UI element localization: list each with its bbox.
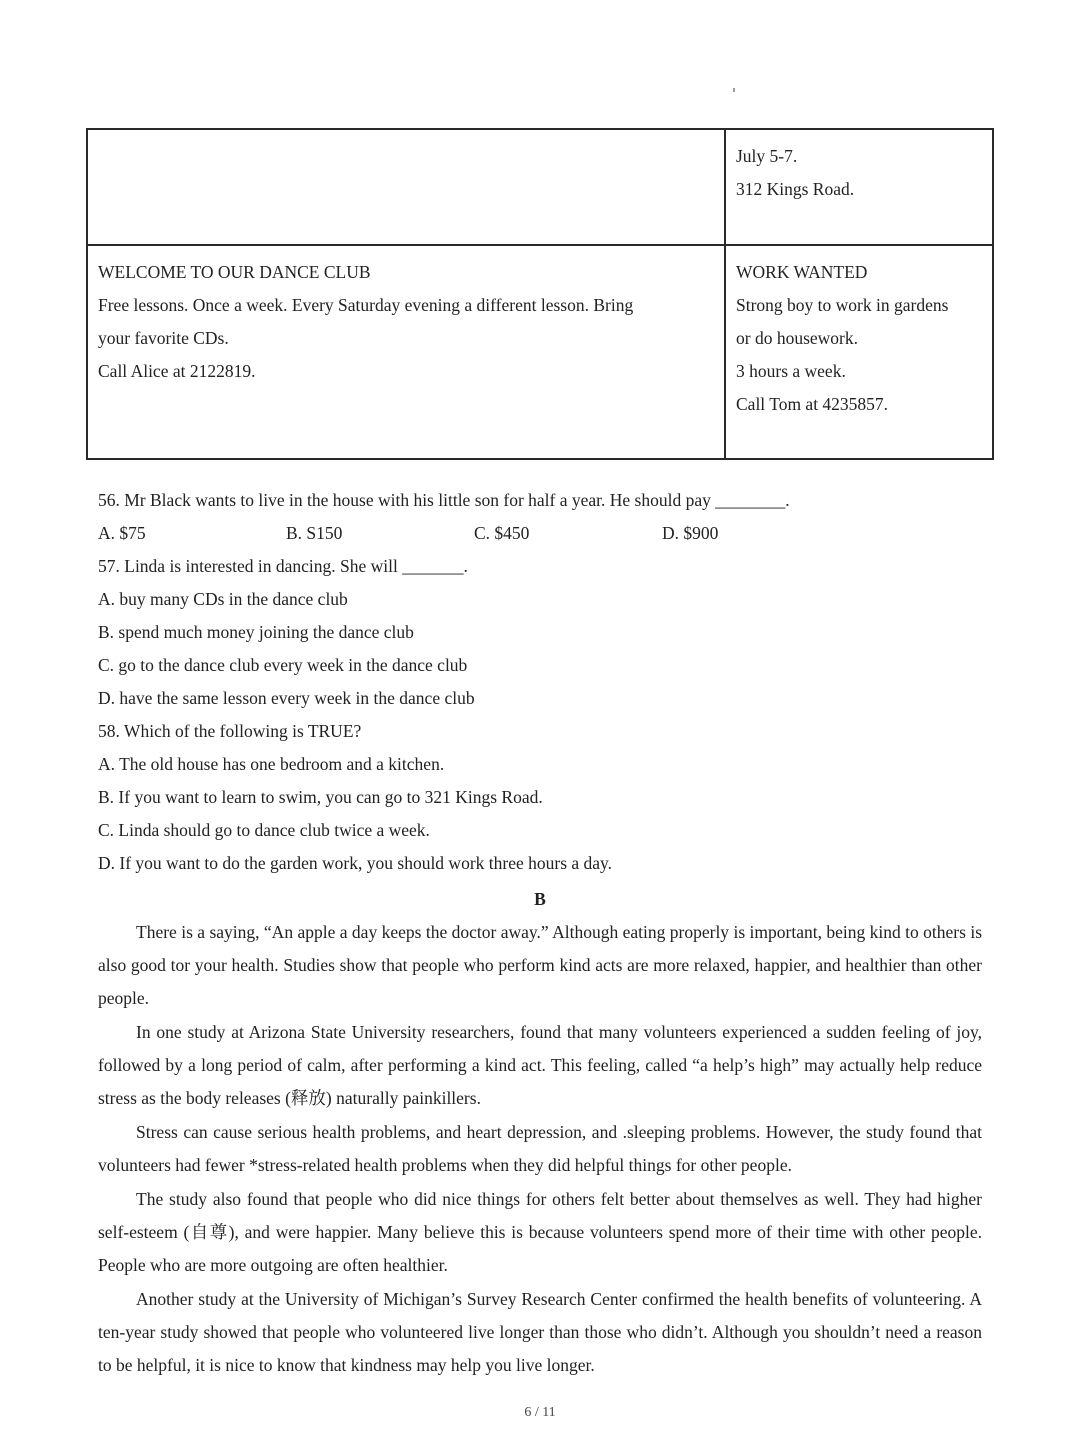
ads-row-1 bbox=[87, 129, 993, 245]
ad-line: Call Tom at 4235857. bbox=[736, 394, 889, 414]
ad-cell-empty bbox=[87, 129, 725, 245]
ad-line: Free lessons. Once a week. Every Saturday evening a different lesson. Bring bbox=[98, 295, 634, 315]
option: B. If you want to learn to swim, you can go to 321 Kings Road. bbox=[98, 787, 543, 807]
paragraph: Another study at the University of Michigan’s Survey Research Center confirmed the health benefits of volunteering. A ten-year study showed that people who volunteered live longer than those who didn’t. Although you shouldn’t need a reason to be helpful, it is nice to know that kindness may help you live longer. bbox=[98, 1289, 982, 1375]
ads-row-2 bbox=[87, 245, 993, 459]
option: A. $75 bbox=[98, 523, 146, 543]
question-57: 57. Linda is interested in dancing. She will _______. bbox=[98, 556, 468, 576]
option: D. $900 bbox=[662, 523, 719, 543]
question-56: 56. Mr Black wants to live in the house with his little son for half a year. He should pay ________. bbox=[98, 490, 790, 510]
ad-title: WORK WANTED bbox=[736, 262, 868, 282]
option: A. buy many CDs in the dance club bbox=[98, 589, 348, 609]
option: D. If you want to do the garden work, you should work three hours a day. bbox=[98, 853, 613, 873]
option: C. $450 bbox=[474, 523, 530, 543]
questions bbox=[98, 484, 988, 880]
ad-line: 312 Kings Road. bbox=[736, 179, 855, 199]
option: C. go to the dance club every week in the dance club bbox=[98, 655, 468, 675]
question-58: 58. Which of the following is TRUE? bbox=[98, 721, 362, 741]
section-heading: B bbox=[534, 889, 546, 909]
option: A. The old house has one bedroom and a kitchen. bbox=[98, 754, 445, 774]
question-56-options bbox=[98, 517, 988, 550]
paragraph: The study also found that people who did nice things for others felt better about themselves as well. They had higher self-esteem (自尊), and were happier. Many believe this is because volunteers spend more of their time with other people. People who are more outgoing are often healthier. bbox=[98, 1189, 982, 1275]
option: C. Linda should go to dance club twice a week. bbox=[98, 820, 430, 840]
ad-line: Strong boy to work in gardens bbox=[736, 295, 949, 315]
ads-table bbox=[86, 128, 994, 460]
paragraph: Stress can cause serious health problems, and heart depression, and .sleeping problems. However, the study found that volunteers had fewer *stress-related health problems when they did helpful things for other people. bbox=[98, 1122, 982, 1175]
scan-mark bbox=[733, 88, 735, 92]
option: D. have the same lesson every week in the dance club bbox=[98, 688, 475, 708]
ad-title: WELCOME TO OUR DANCE CLUB bbox=[98, 262, 371, 282]
ad-work-wanted bbox=[725, 245, 993, 459]
ad-line: July 5-7. bbox=[736, 146, 798, 166]
ad-line: Call Alice at 2122819. bbox=[98, 361, 256, 381]
passage-b bbox=[98, 916, 982, 1382]
ad-dance-club bbox=[87, 245, 725, 459]
ad-line: or do housework. bbox=[736, 328, 858, 348]
ad-line: 3 hours a week. bbox=[736, 361, 846, 381]
ad-line: your favorite CDs. bbox=[98, 328, 229, 348]
ad-cell-dates bbox=[725, 129, 993, 245]
page-number: 6 / 11 bbox=[524, 1405, 556, 1420]
paragraph: There is a saying, “An apple a day keeps the doctor away.” Although eating properly is important, being kind to others is also good tor your health. Studies show that people who perform kind acts are more relaxed, happier, and healthier than other people. bbox=[98, 922, 982, 1008]
paragraph: In one study at Arizona State University researchers, found that many volunteers experienced a sudden feeling of joy, followed by a long period of calm, after performing a kind act. This feeling, called “a help’s high” may actually help reduce stress as the body releases (释放) naturally painkillers. bbox=[98, 1022, 982, 1108]
option: B. S150 bbox=[286, 523, 343, 543]
option: B. spend much money joining the dance club bbox=[98, 622, 414, 642]
